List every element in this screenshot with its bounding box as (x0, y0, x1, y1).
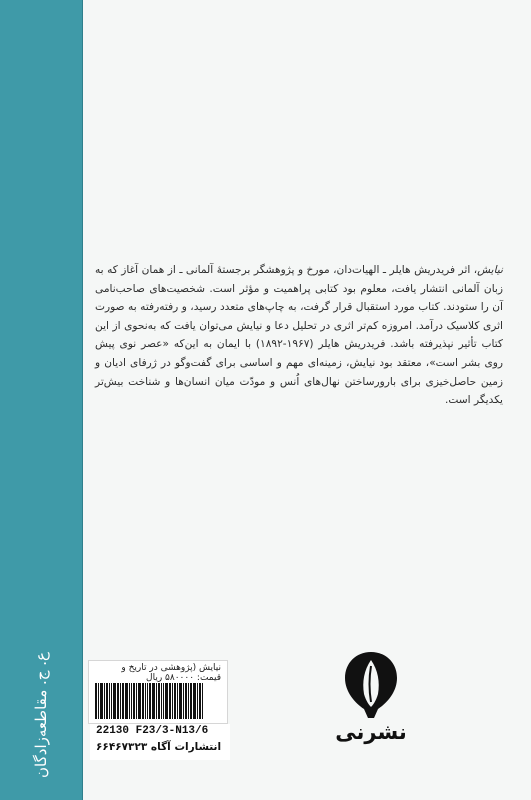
blurb-line-5: به صورت اثری کلاسیک درآمد. امروزه کم‌تر اثری در تحلیل دعا و (95, 301, 503, 332)
blurb-line-2: آلمانی ـ از همان آغاز که به زبان آلمانی انتشار یافت، معلوم بود (95, 264, 503, 295)
spine-author-signature (27, 640, 55, 790)
blurb-title-italic: نیایش (477, 264, 503, 276)
catalog-code: 22130 F23/3-N13/6 (96, 725, 209, 737)
blurb-line-4: کتاب مورد استقبال قرار گرفت، به چاپ‌های متعدد رسید، و رفته‌رفته (140, 301, 440, 314)
blurb-line-8: روی بشر است»، معتقد بود نیایش، زمینه‌ای مهم و اساسی برای (215, 356, 503, 369)
blurb-line-6: نیایش می‌توان یافت که به‌نحوی از این کتاب تأثیر نپذیرفته باشد. (95, 319, 503, 351)
price-sticker (88, 660, 228, 724)
spine-text-label: ع. ج. مقاطعه‌زادگان (32, 652, 50, 778)
distributor-label: انتشارات آگاه ۶۶۴۶۷۳۲۳ (96, 741, 222, 753)
cover-blurb (95, 261, 503, 410)
barcode (95, 683, 215, 719)
sticker-price: قیمت: ۵۸۰۰۰۰ ریال (146, 673, 221, 683)
spine-band (0, 0, 83, 800)
publisher-name: نشرنی (335, 720, 407, 744)
sticker-title: نیایش (پژوهشی در تاریخ و (121, 663, 221, 673)
catalog-code-block (90, 724, 230, 760)
blurb-line-3: کتابی پراهمیت و مؤثر است. شخصیت‌های صاحب‌نامی آن را ستودند. (95, 282, 503, 314)
blurb-line-10: نهال‌های اُنس و مودّت میان انسان‌ها و شناخت بیش‌تر یکدیگر است. (95, 375, 503, 407)
blurb-line-9: گفت‌وگو در ژرفای ادیان و زمین حاصل‌خیزی برای بارورساختن (95, 356, 503, 388)
publisher-logo-icon (342, 650, 400, 720)
blurb-line-1: ، اثر فریدریش هایلر ـ الهیات‌دان، مورخ و پژوهشگر برجستهٔ (216, 264, 478, 276)
blurb-line-7: فریدریش هایلر (۱۹۶۷-۱۸۹۲) با ایمان به این‌که «عصر نوی پیش (95, 338, 386, 351)
